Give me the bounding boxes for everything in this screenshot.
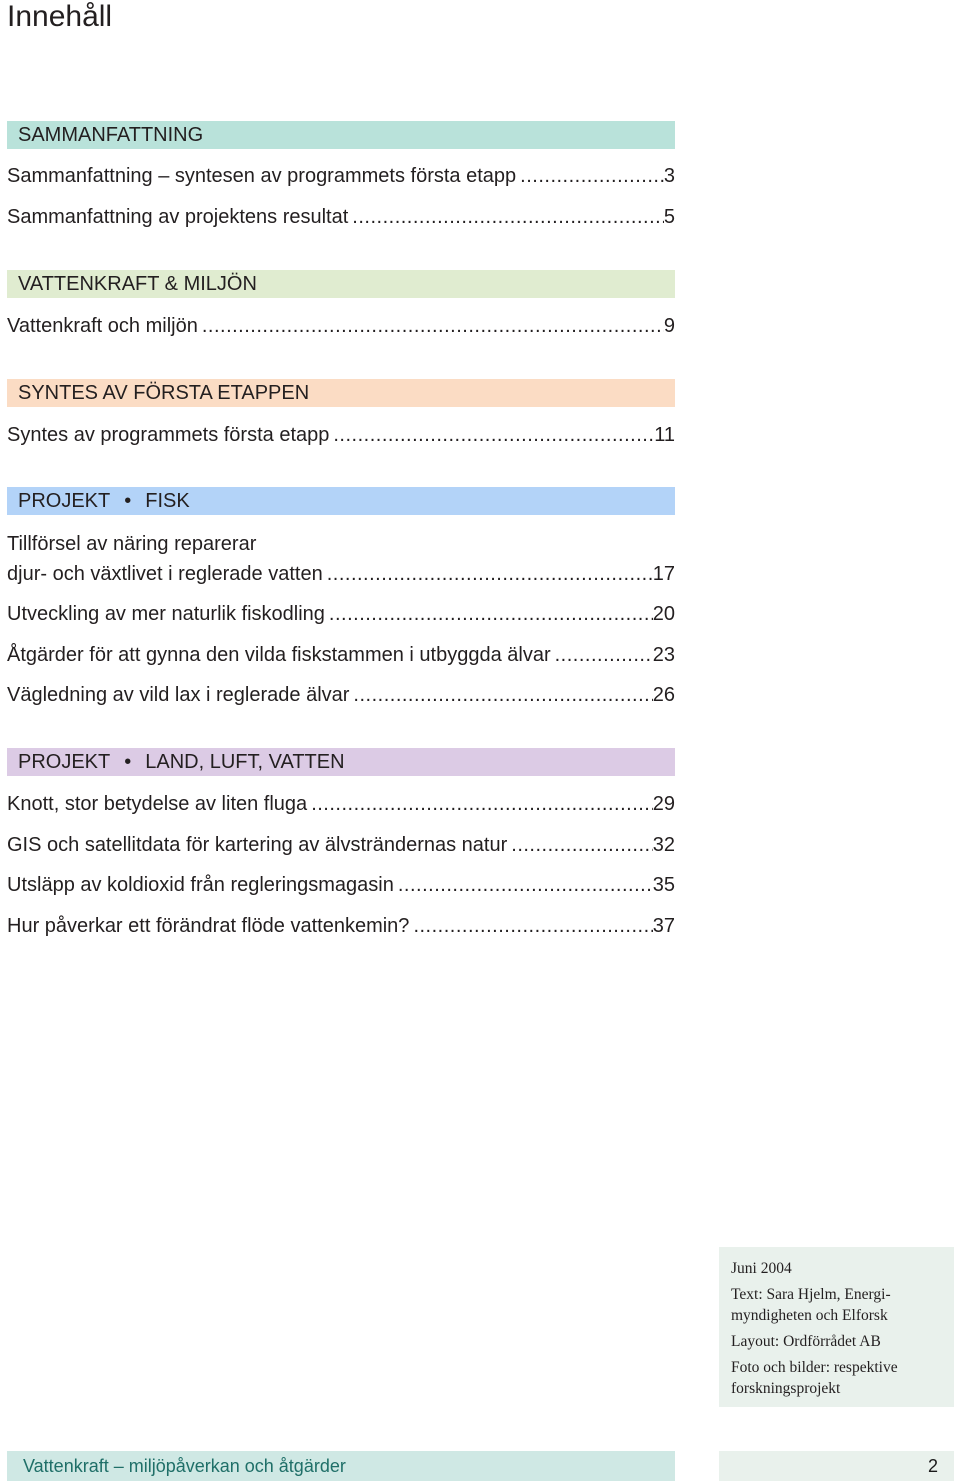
toc-leader-dots [323, 559, 653, 589]
section-header-vattenkraft [7, 270, 675, 298]
toc-entry-title: Hur påverkar ett förändrat flöde vattenkemin? [7, 915, 410, 937]
toc-leader-dots [516, 161, 664, 191]
toc-page-number: 20 [652, 603, 675, 625]
toc-page-number: 35 [652, 874, 675, 896]
toc-page-number: 9 [663, 315, 675, 337]
toc-entry[interactable] [7, 789, 675, 819]
toc-page-number: 17 [652, 563, 675, 585]
toc-entry[interactable] [7, 830, 675, 860]
credits-date: Juni 2004 [731, 1260, 792, 1277]
page-footer [7, 1451, 954, 1481]
toc-page-number: 29 [652, 793, 675, 815]
section-header-label: VATTENKRAFT & MILJÖN [18, 273, 257, 295]
section-header-prefix: PROJEKT [18, 490, 111, 512]
toc-page-number: 32 [652, 834, 675, 856]
toc-page-number: 11 [654, 424, 675, 446]
toc-entry-title: Syntes av programmets första etapp [7, 424, 330, 446]
credits-text [731, 1284, 942, 1326]
section-header-sammanfattning [7, 121, 675, 149]
toc-page-number: 26 [652, 684, 675, 706]
credits-text-line2: myndigheten och Elforsk [731, 1307, 888, 1324]
footer-page-number: 2 [719, 1451, 954, 1481]
toc-entry[interactable] [7, 420, 675, 450]
section-header-syntes [7, 379, 675, 407]
toc-entry[interactable] [7, 599, 675, 629]
section-header-label: LAND, LUFT, VATTEN [145, 751, 345, 773]
toc-entry[interactable] [7, 680, 675, 710]
toc-leader-dots [348, 202, 664, 232]
toc-entry[interactable] [7, 529, 675, 589]
toc-entry-title: djur- och växtlivet i reglerade vatten [7, 563, 323, 585]
credits-photo-line1: Foto och bilder: respektive [731, 1359, 898, 1376]
section-header-projekt-land-luft-vatten [7, 748, 675, 776]
toc-entry[interactable] [7, 911, 675, 941]
toc-entry-title-line1: Tillförsel av näring reparerar [7, 533, 257, 555]
section-header-prefix: PROJEKT [18, 751, 111, 773]
toc-entry-title: Utsläpp av koldioxid från regleringsmagasin [7, 874, 394, 896]
bullet-icon: • [124, 751, 132, 773]
toc-leader-dots [329, 420, 654, 450]
toc-page-number: 5 [663, 206, 675, 228]
credits-box [719, 1247, 954, 1407]
toc-entry-title: Utveckling av mer naturlik fiskodling [7, 603, 325, 625]
toc-leader-dots [325, 599, 653, 629]
toc-entry[interactable] [7, 311, 675, 341]
toc-leader-dots [198, 311, 664, 341]
toc-entry[interactable] [7, 202, 675, 232]
section-header-label: SYNTES AV FÖRSTA ETAPPEN [18, 382, 310, 404]
toc-entry-title: Sammanfattning av projektens resultat [7, 206, 349, 228]
credits-photo-line2: forskningsprojekt [731, 1380, 841, 1397]
section-header-label: SAMMANFATTNING [18, 124, 204, 146]
toc-entry-title: Sammanfattning – syntesen av programmets första etapp [7, 165, 517, 187]
toc-leader-dots [507, 830, 652, 860]
toc-entry-title: Knott, stor betydelse av liten fluga [7, 793, 308, 815]
toc-leader-dots [349, 680, 652, 710]
bullet-icon: • [124, 490, 132, 512]
credits-photo [731, 1357, 942, 1399]
toc-entry-title: Åtgärder för att gynna den vilda fiskstammen i utbyggda älvar [7, 644, 551, 666]
footer-title: Vattenkraft – miljöpåverkan och åtgärder [7, 1451, 675, 1481]
toc-leader-dots [551, 640, 653, 670]
toc-entry[interactable] [7, 161, 675, 191]
toc-leader-dots [394, 870, 653, 900]
toc-entry-title: Vägledning av vild lax i reglerade älvar [7, 684, 350, 706]
toc-entry[interactable] [7, 640, 675, 670]
page-title: Innehåll [7, 0, 113, 33]
toc-leader-dots [307, 789, 653, 819]
toc-leader-dots [409, 911, 652, 941]
toc-entry[interactable] [7, 870, 675, 900]
section-header-projekt-fisk [7, 487, 675, 515]
toc-page-number: 37 [652, 915, 675, 937]
toc-entry-title: Vattenkraft och miljön [7, 315, 198, 337]
credits-text-line1: Text: Sara Hjelm, Energi- [731, 1286, 891, 1303]
section-header-label: FISK [145, 490, 190, 512]
toc-page-number: 23 [652, 644, 675, 666]
toc-page-number: 3 [663, 165, 675, 187]
toc-entry-title: GIS och satellitdata för kartering av älvsträndernas natur [7, 834, 508, 856]
credits-layout: Layout: Ordförrådet AB [731, 1333, 881, 1350]
